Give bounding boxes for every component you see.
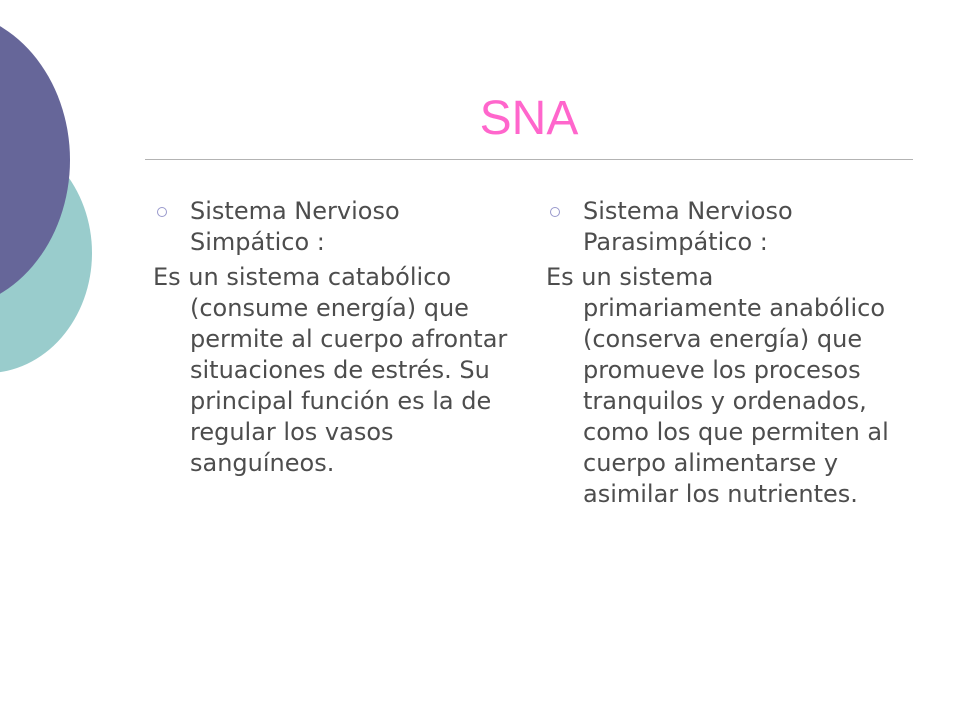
title-divider: [145, 159, 913, 160]
bullet-heading-sympathetic: [153, 196, 513, 258]
slide-title: SNA: [479, 92, 579, 145]
body-sympathetic: Es un sistema catabólico (consume energía) que permite al cuerpo afrontar situaciones de estrés. Su principal función es la de regular los vasos sanguíneos.: [153, 263, 508, 477]
column-sympathetic: [153, 196, 513, 479]
heading-parasympathetic: Sistema Nervioso Parasimpático :: [583, 197, 793, 256]
body-parasympathetic: Es un sistema primariamente anabólico (conserva energía) que promueve los procesos tranquilos y ordenados, como los que permiten al cuerpo alimentarse y asimilar los nutrientes.: [546, 263, 889, 508]
hollow-circle-bullet-icon: [550, 207, 560, 217]
hollow-circle-bullet-icon: [157, 207, 167, 217]
bullet-heading-parasympathetic: [546, 196, 891, 258]
heading-sympathetic: Sistema Nervioso Simpático :: [190, 197, 400, 256]
column-parasympathetic: [546, 196, 891, 510]
